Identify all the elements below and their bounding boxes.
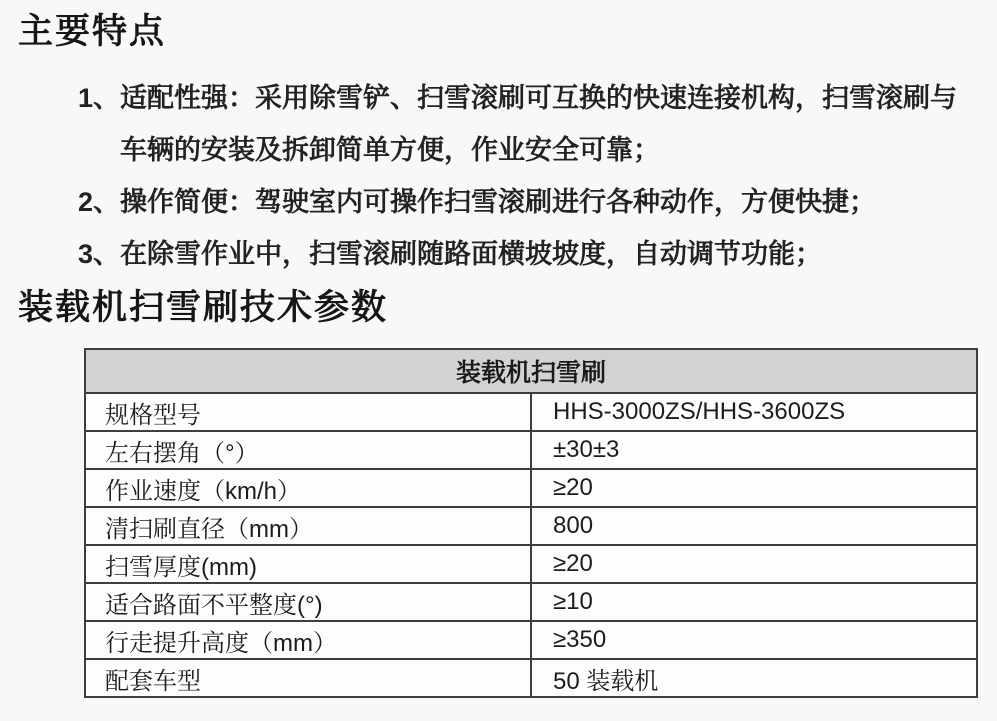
- feature-item-2-number: 2、: [78, 187, 121, 217]
- specs-table-header-row: [85, 349, 977, 393]
- feature-item-3-number: 3、: [78, 239, 121, 269]
- table-row: [85, 583, 977, 621]
- feature-item-1-number: 1、: [78, 83, 121, 113]
- feature-item-2-text: [120, 176, 968, 228]
- spec-value-lift-height: ≥350: [531, 621, 977, 659]
- document-page: [0, 10, 997, 721]
- feature-item-3-text: [120, 228, 968, 280]
- table-row: [85, 621, 977, 659]
- table-row: [85, 545, 977, 583]
- spec-label-lift-height: 行走提升高度（mm）: [85, 621, 531, 659]
- feature-item-3-line-1: 在除雪作业中，扫雪滚刷随路面横坡坡度，自动调节功能；: [120, 239, 822, 269]
- features-section-title: 主要特点: [18, 12, 167, 51]
- spec-value-model: HHS-3000ZS/HHS-3600ZS: [531, 393, 977, 431]
- spec-value-brush-diameter: 800: [531, 507, 977, 545]
- spec-value-swing-angle: ±30±3: [531, 431, 977, 469]
- feature-item-1-line-2: 车辆的安装及拆卸简单方便，作业安全可靠；: [120, 135, 660, 165]
- feature-item-3: [78, 228, 997, 280]
- feature-item-2-line-1: 操作简便：驾驶室内可操作扫雪滚刷进行各种动作，方便快捷；: [120, 187, 876, 217]
- table-row: [85, 507, 977, 545]
- table-row: [85, 659, 977, 697]
- spec-label-snow-depth: 扫雪厚度(mm): [85, 545, 531, 583]
- feature-item-1-text: [120, 72, 968, 176]
- specs-section-title: 装载机扫雪刷技术参数: [18, 288, 389, 327]
- spec-value-road-unevenness: ≥10: [531, 583, 977, 621]
- spec-value-work-speed: ≥20: [531, 469, 977, 507]
- spec-label-swing-angle: 左右摆角（°）: [85, 431, 531, 469]
- features-list: [78, 72, 997, 280]
- feature-item-1-line-1: 适配性强：采用除雪铲、扫雪滚刷可互换的快速连接机构，扫雪滚刷与: [120, 83, 957, 113]
- specs-table: [84, 348, 978, 698]
- spec-label-brush-diameter: 清扫刷直径（mm）: [85, 507, 531, 545]
- feature-item-2: [78, 176, 997, 228]
- spec-label-matching-vehicle: 配套车型: [85, 659, 531, 697]
- table-row: [85, 431, 977, 469]
- spec-label-model: 规格型号: [85, 393, 531, 431]
- table-row: [85, 393, 977, 431]
- feature-item-1: [78, 72, 997, 176]
- table-row: [85, 469, 977, 507]
- spec-label-road-unevenness: 适合路面不平整度(°): [85, 583, 531, 621]
- spec-value-matching-vehicle: 50 装载机: [531, 659, 977, 697]
- spec-label-work-speed: 作业速度（km/h）: [85, 469, 531, 507]
- specs-table-title: 装载机扫雪刷: [85, 349, 977, 393]
- spec-value-snow-depth: ≥20: [531, 545, 977, 583]
